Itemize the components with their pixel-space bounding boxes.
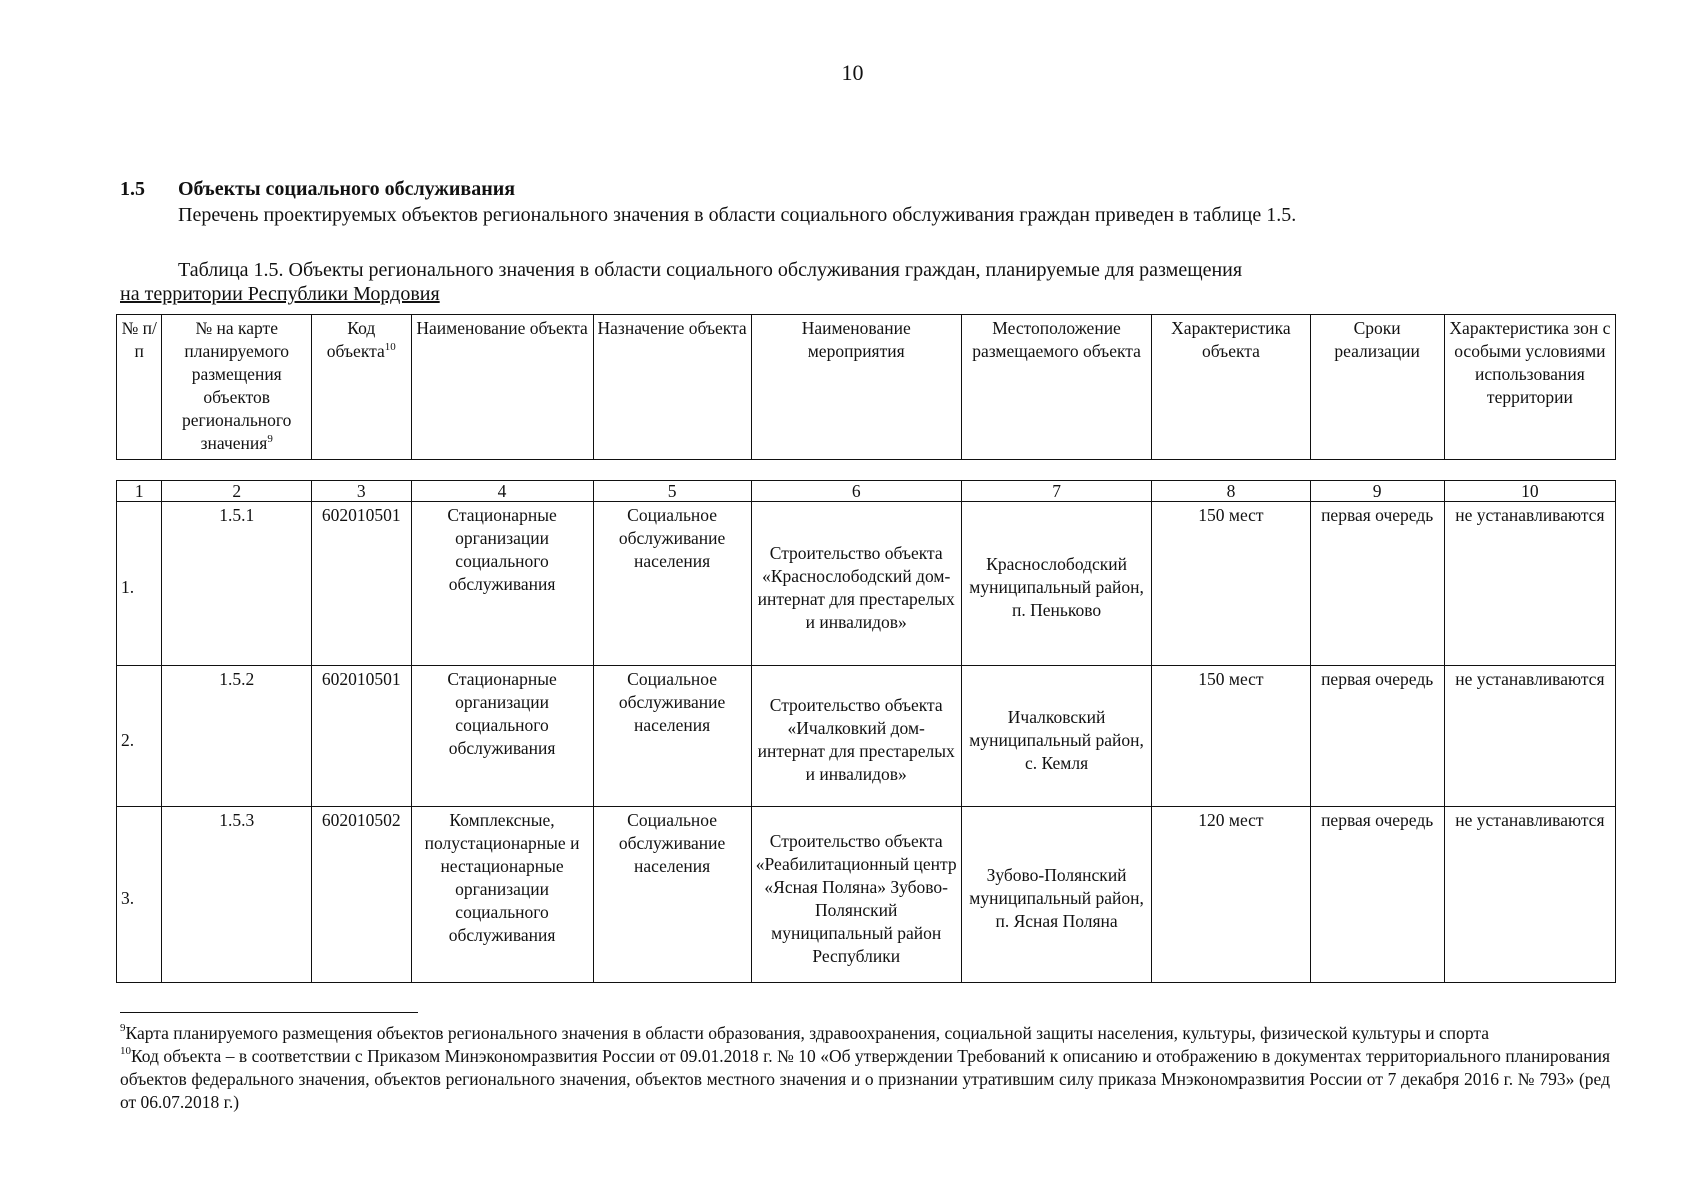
object-name: Комплексные, полустационарные и нестационарные организации социального обслуживания	[411, 807, 593, 983]
object-characteristic: 120 мест	[1152, 807, 1310, 983]
column-numbers-row	[117, 481, 1616, 502]
object-purpose: Социальное обслуживание населения	[593, 807, 751, 983]
section-intro: Перечень проектируемых объектов регионального значения в области социального обслуживания граждан приведен в таблице 1.5.	[178, 204, 1297, 226]
zones-characteristic: не устанавливаются	[1444, 807, 1615, 983]
column-number: 9	[1310, 481, 1444, 502]
object-name: Стационарные организации социального обслуживания	[411, 502, 593, 666]
measure-name: Строительство объекта «Краснослободский дом-интернат для престарелых и инвалидов»	[751, 502, 961, 666]
row-number: 3.	[117, 807, 162, 983]
table-row	[117, 502, 1616, 666]
object-purpose: Социальное обслуживание населения	[593, 502, 751, 666]
footnotes	[120, 1022, 1610, 1114]
header-cell: Сроки реализации	[1310, 315, 1444, 460]
object-purpose: Социальное обслуживание населения	[593, 666, 751, 807]
column-number: 1	[117, 481, 162, 502]
measure-name: Строительство объекта «Реабилитационный центр «Ясная Поляна» Зубово-Полянский муниципальный район Республики	[751, 807, 961, 983]
header-cell: Характеристика зон с особыми условиями использования территории	[1444, 315, 1615, 460]
header-cell: Код объекта$^{10}$	[311, 315, 411, 460]
data-table	[116, 480, 1616, 983]
map-number: 1.5.1	[162, 502, 311, 666]
section-number: 1.5	[120, 178, 145, 200]
map-number: 1.5.2	[162, 666, 311, 807]
table-row	[117, 807, 1616, 983]
footnote-mark: 10	[120, 1045, 131, 1057]
footnote-text: Код объекта – в соответствии с Приказом Минэкономразвития России от 09.01.2018 г. № 10 «Об утверждении Требований к описанию и отображению в документах территориального планирования объектов федерального значения, объектов регионального значения, объектов местного значения и о признании утратившим силу приказа Мнэкономразвития России от 7 декабря 2016 г. № 793» (ред от 06.07.2018 г.)	[120, 1046, 1610, 1112]
implementation-term: первая очередь	[1310, 807, 1444, 983]
object-location: Ичалковский муниципальный район, с. Кемля	[961, 666, 1152, 807]
header-cell: Наименование мероприятия	[751, 315, 961, 460]
column-number: 7	[961, 481, 1152, 502]
table-header	[116, 314, 1616, 460]
page-number: 10	[841, 60, 864, 85]
implementation-term: первая очередь	[1310, 502, 1444, 666]
object-code: 602010502	[311, 807, 411, 983]
footnote	[120, 1022, 1610, 1045]
zones-characteristic: не устанавливаются	[1444, 666, 1615, 807]
column-number: 6	[751, 481, 961, 502]
header-cell: № на карте планируемого размещения объектов регионального значения$^9$	[162, 315, 311, 460]
section-heading	[120, 178, 515, 201]
header-cell: Характеристика объекта	[1152, 315, 1310, 460]
column-number: 5	[593, 481, 751, 502]
map-number: 1.5.3	[162, 807, 311, 983]
object-location: Краснослободский муниципальный район, п. Пеньково	[961, 502, 1152, 666]
header-cell: Местоположение размещаемого объекта	[961, 315, 1152, 460]
header-cell: № п/п	[117, 315, 162, 460]
column-number: 3	[311, 481, 411, 502]
row-number: 2.	[117, 666, 162, 807]
column-number: 2	[162, 481, 311, 502]
table-row	[117, 666, 1616, 807]
object-characteristic: 150 мест	[1152, 502, 1310, 666]
footnote	[120, 1045, 1610, 1114]
section-title: Объекты социального обслуживания	[178, 178, 516, 200]
footnote-mark: 9	[120, 1022, 126, 1034]
header-cell: Назначение объекта	[593, 315, 751, 460]
object-code: 602010501	[311, 666, 411, 807]
table-caption-line2: на территории Республики Мордовия	[120, 283, 440, 305]
column-number: 4	[411, 481, 593, 502]
footnote-text: Карта планируемого размещения объектов регионального значения в области образования, здравоохранения, социальной защиты населения, культуры, физической культуры и спорта	[125, 1023, 1490, 1043]
row-number: 1.	[117, 502, 162, 666]
implementation-term: первая очередь	[1310, 666, 1444, 807]
column-number: 8	[1152, 481, 1310, 502]
object-name: Стационарные организации социального обслуживания	[411, 666, 593, 807]
column-number: 10	[1444, 481, 1615, 502]
object-characteristic: 150 мест	[1152, 666, 1310, 807]
table-caption-line1: Таблица 1.5. Объекты регионального значения в области социального обслуживания граждан, планируемые для размещения	[178, 259, 1243, 281]
measure-name: Строительство объекта «Ичалковкий дом-интернат для престарелых и инвалидов»	[751, 666, 961, 807]
zones-characteristic: не устанавливаются	[1444, 502, 1615, 666]
footnote-divider	[120, 1012, 418, 1013]
object-location: Зубово-Полянский муниципальный район, п. Ясная Поляна	[961, 807, 1152, 983]
object-code: 602010501	[311, 502, 411, 666]
table-caption	[120, 258, 1610, 306]
header-cell: Наименование объекта	[411, 315, 593, 460]
